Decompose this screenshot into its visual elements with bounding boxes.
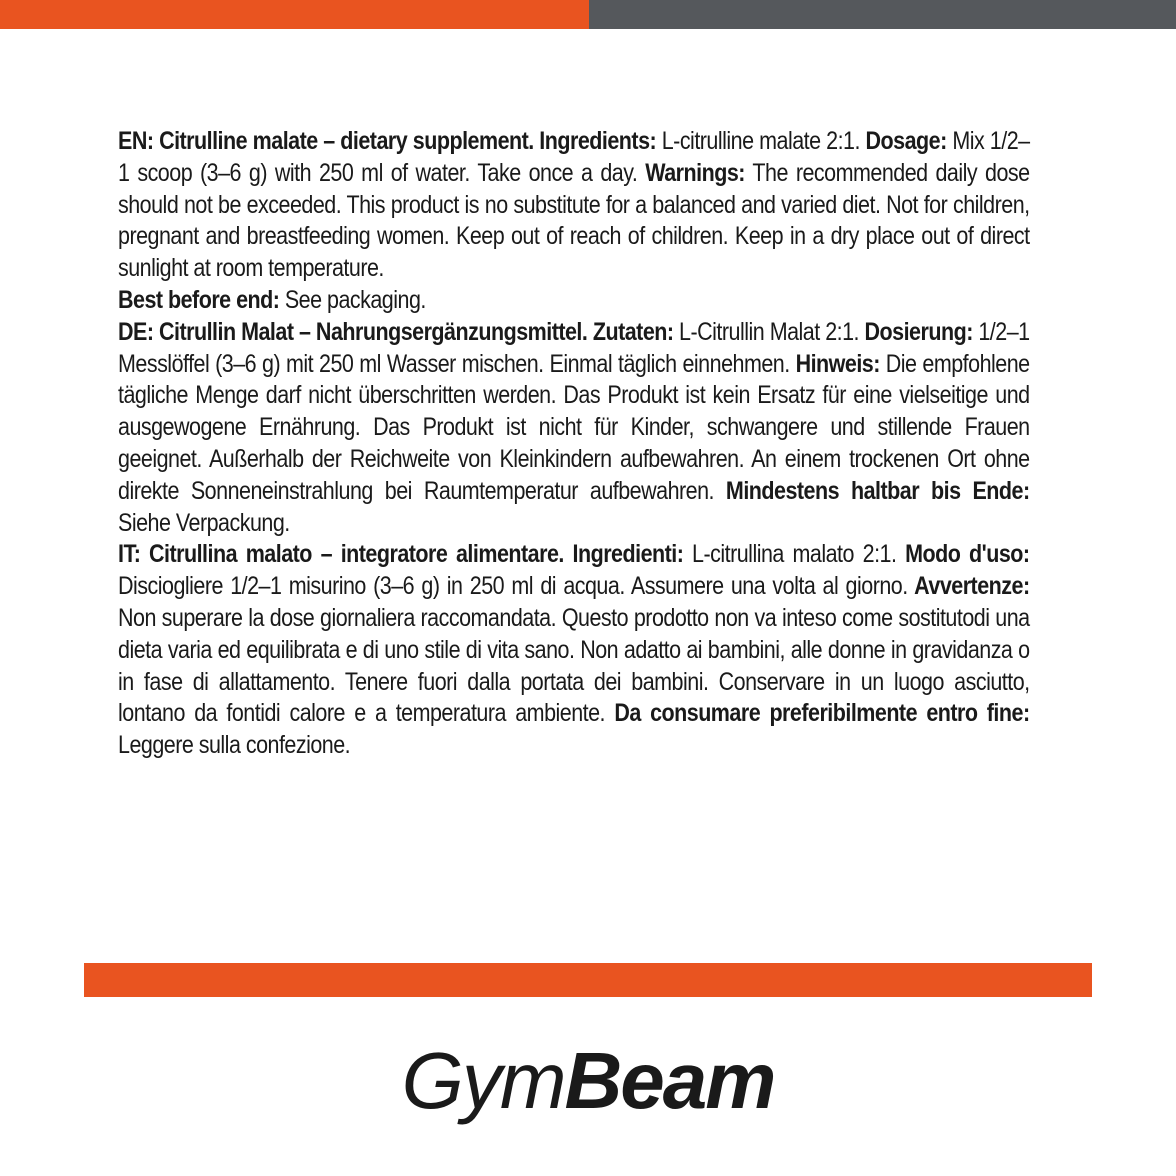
de-warnings-label: Hinweis: — [789, 349, 880, 378]
top-bar-orange-segment — [0, 0, 589, 29]
it-warnings: Non superare la dose giornaliera raccomandata. Questo prodotto non va inteso come sostitutodi una dieta varia ed equilibrata e di uno stile di vita sano. Non adatto ai bambini, alle donne in gravidanza o in fase di allattamento. Tenere fuori dalla portata dei bambini. Conservare in un luogo asciutto, lontano da fontidi calore e a temperatura ambiente. — [118, 603, 1030, 728]
en-dosage: Mix 1/2–1 scoop (3–6 g) with 250 ml of water. Take once a day. — [118, 127, 1030, 187]
it-dosage: Disciogliere 1/2–1 misurino (3–6 g) in 250 ml di acqua. Assumere una volta al giorno. — [118, 572, 908, 601]
en-best-before: See packaging. — [279, 285, 426, 314]
top-bar-gray-segment — [589, 0, 1176, 29]
en-heading: EN: Citrulline malate – dietary supplement. Ingredients: — [118, 127, 657, 155]
it-best-before: Leggere sulla confezione. — [118, 731, 351, 760]
de-best-before: Siehe Verpackung. — [118, 508, 290, 537]
de-best-before-label: Mindestens haltbar bis Ende: — [713, 476, 1030, 505]
en-warnings-label: Warnings: — [637, 158, 745, 187]
it-heading: IT: Citrullina malato – integratore alimentare. Ingredienti: — [118, 540, 684, 569]
it-dosage-label: Modo d'uso: — [905, 540, 1030, 569]
en-warnings: The recommended daily dose should not be exceeded. This product is no substitute for a balanced and varied diet. Not for children, pregnant and breastfeeding women. Keep out of reach of children. Keep in a dry place out of direct sunlight at room temperature. — [118, 158, 1030, 283]
it-ingredients: L-citrullina malato 2:1. — [683, 540, 897, 569]
bottom-orange-bar — [84, 963, 1092, 997]
top-color-bar — [0, 0, 1176, 29]
en-dosage-label: Dosage: — [865, 127, 947, 155]
de-ingredients: L-Citrullin Malat 2:1. — [673, 317, 859, 346]
gymbeam-logo — [0, 1036, 1176, 1126]
de-heading: DE: Citrullin Malat – Nahrungsergänzungsmittel. Zutaten: — [118, 317, 674, 346]
logo-beam: Beam — [564, 1036, 775, 1125]
it-warnings-label: Avvertenze: — [907, 572, 1030, 601]
en-best-before-label: Best before end: — [118, 285, 280, 314]
logo-gym: Gym — [401, 1036, 565, 1125]
en-ingredients: L-citrulline malate 2:1. — [656, 127, 860, 155]
de-dosage-label: Dosierung: — [864, 317, 973, 346]
label-section-de — [118, 317, 1030, 540]
product-label-text — [118, 126, 1030, 762]
it-best-before-label: Da consumare preferibilmente entro fine: — [605, 699, 1030, 728]
label-section-it — [118, 539, 1030, 762]
de-dosage: 1/2–1 Messlöffel (3–6 g) mit 250 ml Wasser mischen. Einmal täglich einnehmen. — [118, 317, 1030, 378]
label-section-en — [118, 126, 1030, 317]
de-warnings: Die empfohlene tägliche Menge darf nicht überschritten werden. Das Produkt ist kein Ersatz für eine vielseitige und ausgewogene Ernährung. Das Produkt ist nicht für Kinder, schwangere und stillende Frauen geeignet. Außerhalb der Reichweite von Kleinkindern aufbewahren. An einem trockenen Ort ohne direkte Sonneneinstrahlung bei Raumtemperatur aufbewahren. — [118, 349, 1030, 505]
